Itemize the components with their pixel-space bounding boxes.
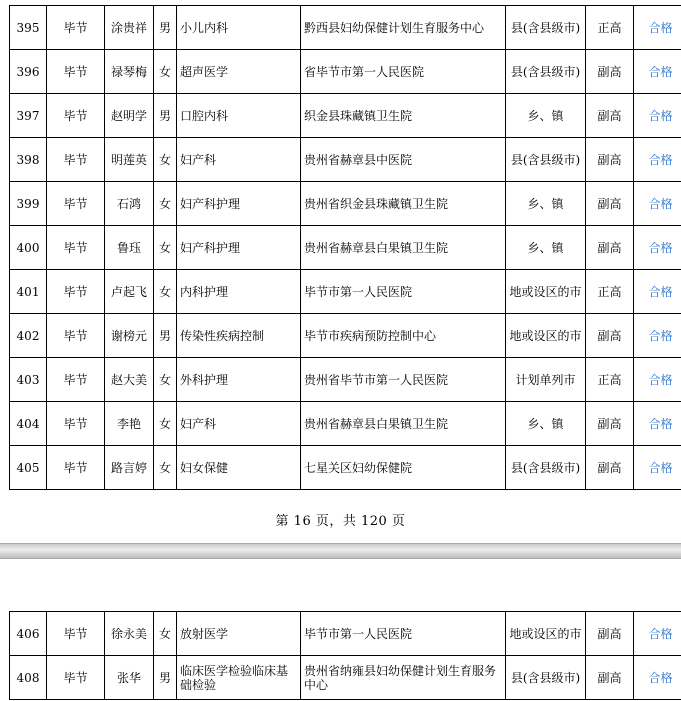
work-unit-cell: 贵州省纳雍县妇幼保健计划生育服务中心 (301, 656, 506, 700)
work-unit-cell: 贵州省赫章县白果镇卫生院 (301, 226, 506, 270)
serial-number-cell: 396 (10, 50, 47, 94)
result-cell: 合格 (634, 182, 681, 226)
gender-cell: 男 (154, 314, 177, 358)
region-cell: 毕节 (47, 94, 105, 138)
serial-number-cell: 401 (10, 270, 47, 314)
specialty-cell: 小儿内科 (177, 6, 301, 50)
professional-title-cell: 正高 (586, 358, 634, 402)
region-cell: 毕节 (47, 138, 105, 182)
specialty-cell: 外科护理 (177, 358, 301, 402)
region-cell: 毕节 (47, 50, 105, 94)
region-cell: 毕节 (47, 656, 105, 700)
result-cell: 合格 (634, 270, 681, 314)
records-table-body (10, 612, 681, 700)
specialty-cell: 妇产科 (177, 138, 301, 182)
name-cell: 路言婷 (105, 446, 154, 490)
specialty-cell: 临床医学检验临床基础检验 (177, 656, 301, 700)
work-unit-cell: 毕节市第一人民医院 (301, 270, 506, 314)
serial-number-cell: 408 (10, 656, 47, 700)
professional-title-cell: 副高 (586, 656, 634, 700)
region-cell: 毕节 (47, 612, 105, 656)
table-row (10, 6, 681, 50)
professional-title-cell: 副高 (586, 94, 634, 138)
result-cell: 合格 (634, 446, 681, 490)
work-unit-cell: 黔西县妇幼保健计划生育服务中心 (301, 6, 506, 50)
name-cell: 谢榜元 (105, 314, 154, 358)
gender-cell: 男 (154, 656, 177, 700)
region-cell: 毕节 (47, 270, 105, 314)
region-cell: 毕节 (47, 182, 105, 226)
professional-title-cell: 副高 (586, 314, 634, 358)
specialty-cell: 妇产科 (177, 402, 301, 446)
unit-level-cell: 乡、镇 (506, 182, 586, 226)
professional-title-cell: 副高 (586, 50, 634, 94)
serial-number-cell: 397 (10, 94, 47, 138)
result-cell: 合格 (634, 314, 681, 358)
gender-cell: 女 (154, 446, 177, 490)
records-table-page-16 (9, 5, 681, 490)
work-unit-cell: 七星关区妇幼保健院 (301, 446, 506, 490)
gender-cell: 女 (154, 358, 177, 402)
work-unit-cell: 织金县珠藏镇卫生院 (301, 94, 506, 138)
unit-level-cell: 县(含县级市) (506, 6, 586, 50)
result-cell: 合格 (634, 612, 681, 656)
table-row (10, 50, 681, 94)
work-unit-cell: 贵州省毕节市第一人民医院 (301, 358, 506, 402)
specialty-cell: 口腔内科 (177, 94, 301, 138)
result-cell: 合格 (634, 402, 681, 446)
table-row (10, 402, 681, 446)
unit-level-cell: 县(含县级市) (506, 50, 586, 94)
unit-level-cell: 地或设区的市 (506, 612, 586, 656)
gender-cell: 女 (154, 226, 177, 270)
result-cell: 合格 (634, 138, 681, 182)
specialty-cell: 妇产科护理 (177, 226, 301, 270)
region-cell: 毕节 (47, 226, 105, 270)
specialty-cell: 传染性疾病控制 (177, 314, 301, 358)
serial-number-cell: 402 (10, 314, 47, 358)
specialty-cell: 内科护理 (177, 270, 301, 314)
unit-level-cell: 乡、镇 (506, 226, 586, 270)
region-cell: 毕节 (47, 314, 105, 358)
table-row (10, 446, 681, 490)
professional-title-cell: 副高 (586, 138, 634, 182)
gender-cell: 女 (154, 270, 177, 314)
result-cell: 合格 (634, 50, 681, 94)
unit-level-cell: 乡、镇 (506, 94, 586, 138)
name-cell: 张华 (105, 656, 154, 700)
name-cell: 李艳 (105, 402, 154, 446)
gender-cell: 女 (154, 50, 177, 94)
serial-number-cell: 406 (10, 612, 47, 656)
serial-number-cell: 398 (10, 138, 47, 182)
table-row (10, 656, 681, 700)
work-unit-cell: 贵州省赫章县白果镇卫生院 (301, 402, 506, 446)
name-cell: 明莲英 (105, 138, 154, 182)
gender-cell: 男 (154, 94, 177, 138)
region-cell: 毕节 (47, 446, 105, 490)
page-number-footer: 第 16 页，共 120 页 (275, 514, 406, 529)
professional-title-cell: 副高 (586, 226, 634, 270)
serial-number-cell: 395 (10, 6, 47, 50)
records-table-body (10, 6, 681, 490)
work-unit-cell: 省毕节市第一人民医院 (301, 50, 506, 94)
professional-title-cell: 正高 (586, 270, 634, 314)
result-cell: 合格 (634, 94, 681, 138)
professional-title-cell: 副高 (586, 446, 634, 490)
specialty-cell: 超声医学 (177, 50, 301, 94)
serial-number-cell: 403 (10, 358, 47, 402)
serial-number-cell: 400 (10, 226, 47, 270)
name-cell: 赵大美 (105, 358, 154, 402)
gender-cell: 女 (154, 138, 177, 182)
result-cell: 合格 (634, 6, 681, 50)
table-row (10, 612, 681, 656)
unit-level-cell: 县(含县级市) (506, 656, 586, 700)
unit-level-cell: 地或设区的市 (506, 270, 586, 314)
table-row (10, 94, 681, 138)
region-cell: 毕节 (47, 6, 105, 50)
specialty-cell: 妇女保健 (177, 446, 301, 490)
result-cell: 合格 (634, 226, 681, 270)
serial-number-cell: 404 (10, 402, 47, 446)
unit-level-cell: 地或设区的市 (506, 314, 586, 358)
table-row (10, 358, 681, 402)
page-separator (0, 543, 681, 559)
serial-number-cell: 405 (10, 446, 47, 490)
name-cell: 涂贵祥 (105, 6, 154, 50)
name-cell: 徐永美 (105, 612, 154, 656)
unit-level-cell: 县(含县级市) (506, 446, 586, 490)
work-unit-cell: 贵州省织金县珠藏镇卫生院 (301, 182, 506, 226)
professional-title-cell: 副高 (586, 612, 634, 656)
gender-cell: 女 (154, 612, 177, 656)
table-row (10, 182, 681, 226)
name-cell: 石鸿 (105, 182, 154, 226)
gender-cell: 女 (154, 182, 177, 226)
professional-title-cell: 副高 (586, 182, 634, 226)
professional-title-cell: 正高 (586, 6, 634, 50)
name-cell: 卢起飞 (105, 270, 154, 314)
gender-cell: 男 (154, 6, 177, 50)
table-row (10, 226, 681, 270)
table-row (10, 314, 681, 358)
serial-number-cell: 399 (10, 182, 47, 226)
unit-level-cell: 县(含县级市) (506, 138, 586, 182)
specialty-cell: 妇产科护理 (177, 182, 301, 226)
name-cell: 赵明学 (105, 94, 154, 138)
work-unit-cell: 毕节市疾病预防控制中心 (301, 314, 506, 358)
region-cell: 毕节 (47, 358, 105, 402)
work-unit-cell: 毕节市第一人民医院 (301, 612, 506, 656)
name-cell: 鲁珏 (105, 226, 154, 270)
professional-title-cell: 副高 (586, 402, 634, 446)
specialty-cell: 放射医学 (177, 612, 301, 656)
result-cell: 合格 (634, 358, 681, 402)
gender-cell: 女 (154, 402, 177, 446)
work-unit-cell: 贵州省赫章县中医院 (301, 138, 506, 182)
result-cell: 合格 (634, 656, 681, 700)
name-cell: 禄琴梅 (105, 50, 154, 94)
region-cell: 毕节 (47, 402, 105, 446)
unit-level-cell: 计划单列市 (506, 358, 586, 402)
unit-level-cell: 乡、镇 (506, 402, 586, 446)
table-row (10, 138, 681, 182)
table-row (10, 270, 681, 314)
records-table-page-17 (9, 611, 681, 700)
